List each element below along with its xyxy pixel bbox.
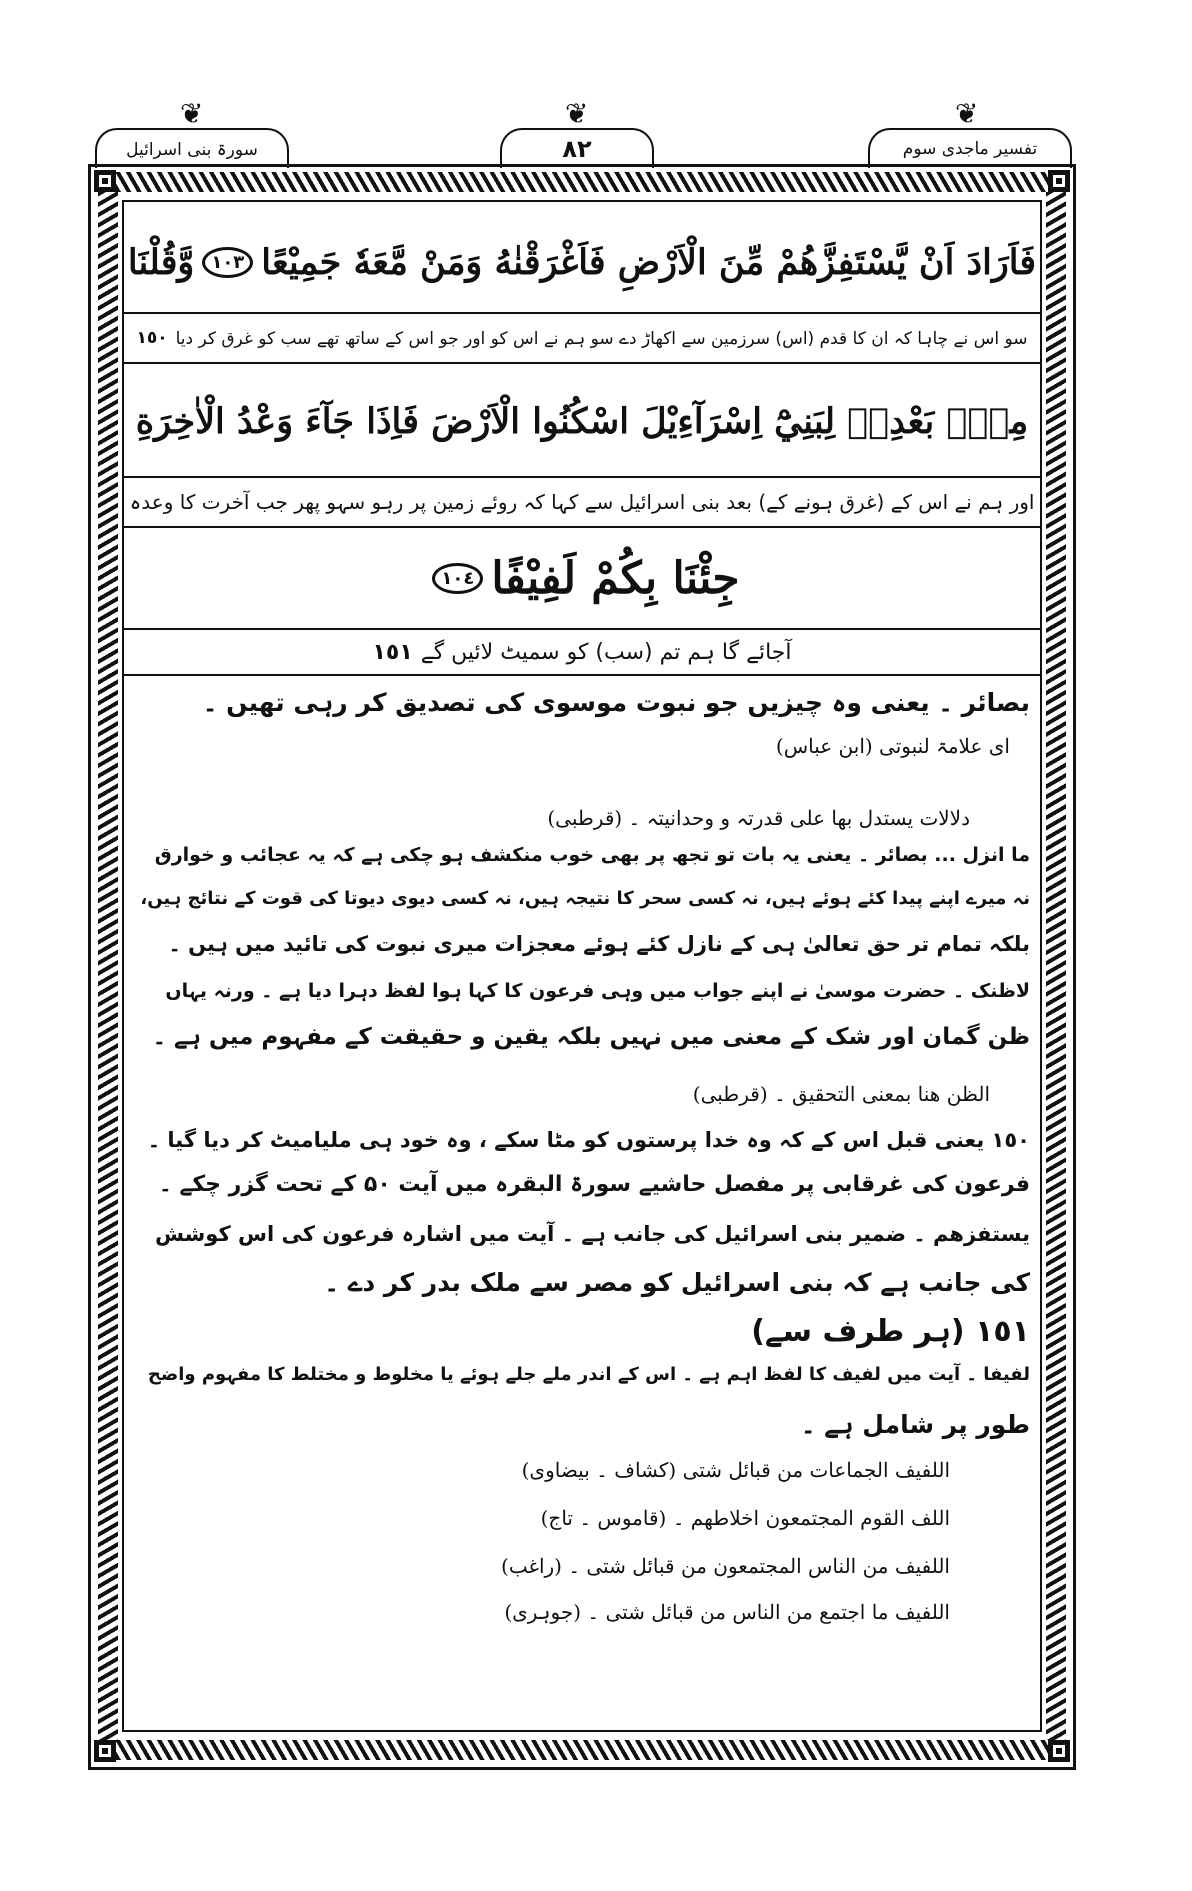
commentary-line: ما انزل ... بصائر ۔ یعنی یہ بات تو تجھ پر بھی خوب منکشف ہو چکی ہے کہ یہ عجائب و خوارق	[154, 844, 1030, 866]
corner-ornament-icon	[1048, 170, 1070, 192]
commentary-line: فرعون کی غرقابی پر مفصل حاشیے سورۃ البقرہ میں آیت ۵۰ کے تحت گزر چکے ۔	[158, 1172, 1030, 1197]
ornament-icon: ❦	[565, 97, 589, 130]
commentary-line: لفیفا ۔ آیت میں لفیف کا لفظ اہم ہے ۔ اس کے اندر ملے جلے ہوئے یا مخلوط و مختلط کا مفہوم واضح	[147, 1364, 1030, 1385]
verse-arabic	[124, 528, 1040, 628]
commentary-line: طور پر شامل ہے ۔	[800, 1410, 1030, 1439]
verse-arabic	[124, 212, 1040, 312]
verse-text: فَاَرَادَ اَنْ يَّسْتَفِزَّهُمْ مِّنَ الْاَرْضِ فَاَغْرَقْنٰهُ وَمَنْ مَّعَهٗ جَمِيْعًا	[261, 241, 1037, 283]
commentary-line: بلکہ تمام تر حق تعالیٰ ہی کے نازل کئے ہوئے معجزات میری نبوت کی تائید میں ہیں ۔	[168, 932, 1030, 956]
book-title-label: تفسیر ماجدی سوم	[868, 128, 1072, 168]
corner-ornament-icon	[94, 1740, 116, 1762]
rope-border-bottom	[106, 1740, 1058, 1760]
corner-ornament-icon	[94, 170, 116, 192]
verse-text-tail: وَّقُلْنَا	[127, 241, 195, 283]
verse-translation	[124, 312, 1040, 364]
commentary-citation: اللفیف الجماعات من قبائل شتی (کشاف ۔ بیضاوی)	[521, 1458, 950, 1482]
commentary-line: ظن گمان اور شک کے معنی میں نہیں بلکہ یقین و حقیقت کے مفہوم میں ہے ۔	[152, 1024, 1030, 1050]
verse-translation	[124, 628, 1040, 676]
commentary-citation: اللف القوم المجتمعون اخلاطھم ۔ (قاموس ۔ تاج)	[540, 1506, 950, 1530]
page-header	[0, 0, 1192, 170]
commentary-line: نہ میرے اپنے پیدا کئے ہوئے ہیں، نہ کسی سحر کا نتیجہ ہیں، نہ کسی دیوی دیوتا کی قوت کے نتائج ہیں،	[140, 888, 1030, 909]
rope-border-right	[1046, 192, 1066, 1740]
commentary-citation: الظن ھنا بمعنی التحقیق ۔ (قرطبی)	[692, 1082, 990, 1106]
page-number: ٨٢	[500, 128, 654, 168]
verse-translation	[124, 476, 1040, 528]
rope-border-left	[98, 192, 118, 1740]
commentary-citation: ای علامۃ لنبوتی (ابن عباس)	[775, 734, 1010, 758]
commentary-line: بصائر ۔ یعنی وہ چیزیں جو نبوت موسوی کی تصدیق کر رہی تھیں ۔	[202, 688, 1030, 717]
commentary-line: کی جانب ہے کہ بنی اسرائیل کو مصر سے ملک بدر کر دے ۔	[324, 1268, 1030, 1297]
rope-border-top	[106, 172, 1058, 192]
ayah-number: ١٠٣	[202, 247, 253, 278]
translation-text: آجائے گا ہم تم (سب) کو سمیٹ لائیں گے	[420, 639, 792, 665]
translation-text: اور ہم نے اس کے (غرق ہونے کے) بعد بنی اسرائیل سے کہا کہ روئے زمین پر رہو سہو پھر جب آخرت کا وعدہ	[129, 490, 1035, 514]
footnote-ref: ١٥١	[372, 639, 413, 665]
ornament-icon: ❦	[955, 97, 979, 130]
commentary-line: ١٥٠ یعنی قبل اس کے کہ وہ خدا پرستوں کو مٹا سکے ، وہ خود ہی ملیامیٹ کر دیا گیا ۔	[147, 1128, 1030, 1152]
commentary-citation: اللفیف ما اجتمع من الناس من قبائل شتی ۔ (جوہری)	[504, 1600, 950, 1624]
commentary-line: لاظنک ۔ حضرت موسیٰ نے اپنے جواب میں وہی فرعون کا کہا ہوا لفظ دہرا دیا ہے ۔ ورنہ یہاں	[165, 980, 1030, 1002]
commentary-citation: اللفیف من الناس المجتمعون من قبائل شتی ۔ (راغب)	[501, 1554, 950, 1578]
verse-text: مِنْۢ بَعْدِهٖ لِبَنِيْٓ اِسْرَآءِيْلَ اسْكُنُوا الْاَرْضَ فَاِذَا جَآءَ وَعْدُ الْاٰخِرَةِ	[135, 400, 1029, 442]
corner-ornament-icon	[1048, 1740, 1070, 1762]
footnote-heading: ١٥١ (ہر طرف سے)	[751, 1314, 1030, 1349]
commentary-citation: دلالات یستدل بھا علی قدرتہ و وحدانیتہ ۔ (قرطبی)	[547, 806, 970, 830]
ayah-number: ١٠٤	[432, 563, 483, 594]
footnote-ref: ١٥٠	[136, 328, 168, 348]
surah-name-label: سورۃ بنی اسرائیل	[95, 128, 289, 168]
verse-text: جِئْنَا بِكُمْ لَفِيْفًا	[491, 552, 740, 604]
ornament-icon: ❦	[180, 97, 204, 130]
verse-arabic	[124, 366, 1040, 476]
translation-text: سو اس نے چاہا کہ ان کا قدم (اس) سرزمین سے اکھاڑ دے سو ہم نے اس کو اور جو اس کے ساتھ تھے سب کو غرق کر دیا	[175, 328, 1028, 349]
commentary-line: یستفزھم ۔ ضمیر بنی اسرائیل کی جانب ہے ۔ آیت میں اشارہ فرعون کی اس کوشش	[154, 1222, 1030, 1246]
